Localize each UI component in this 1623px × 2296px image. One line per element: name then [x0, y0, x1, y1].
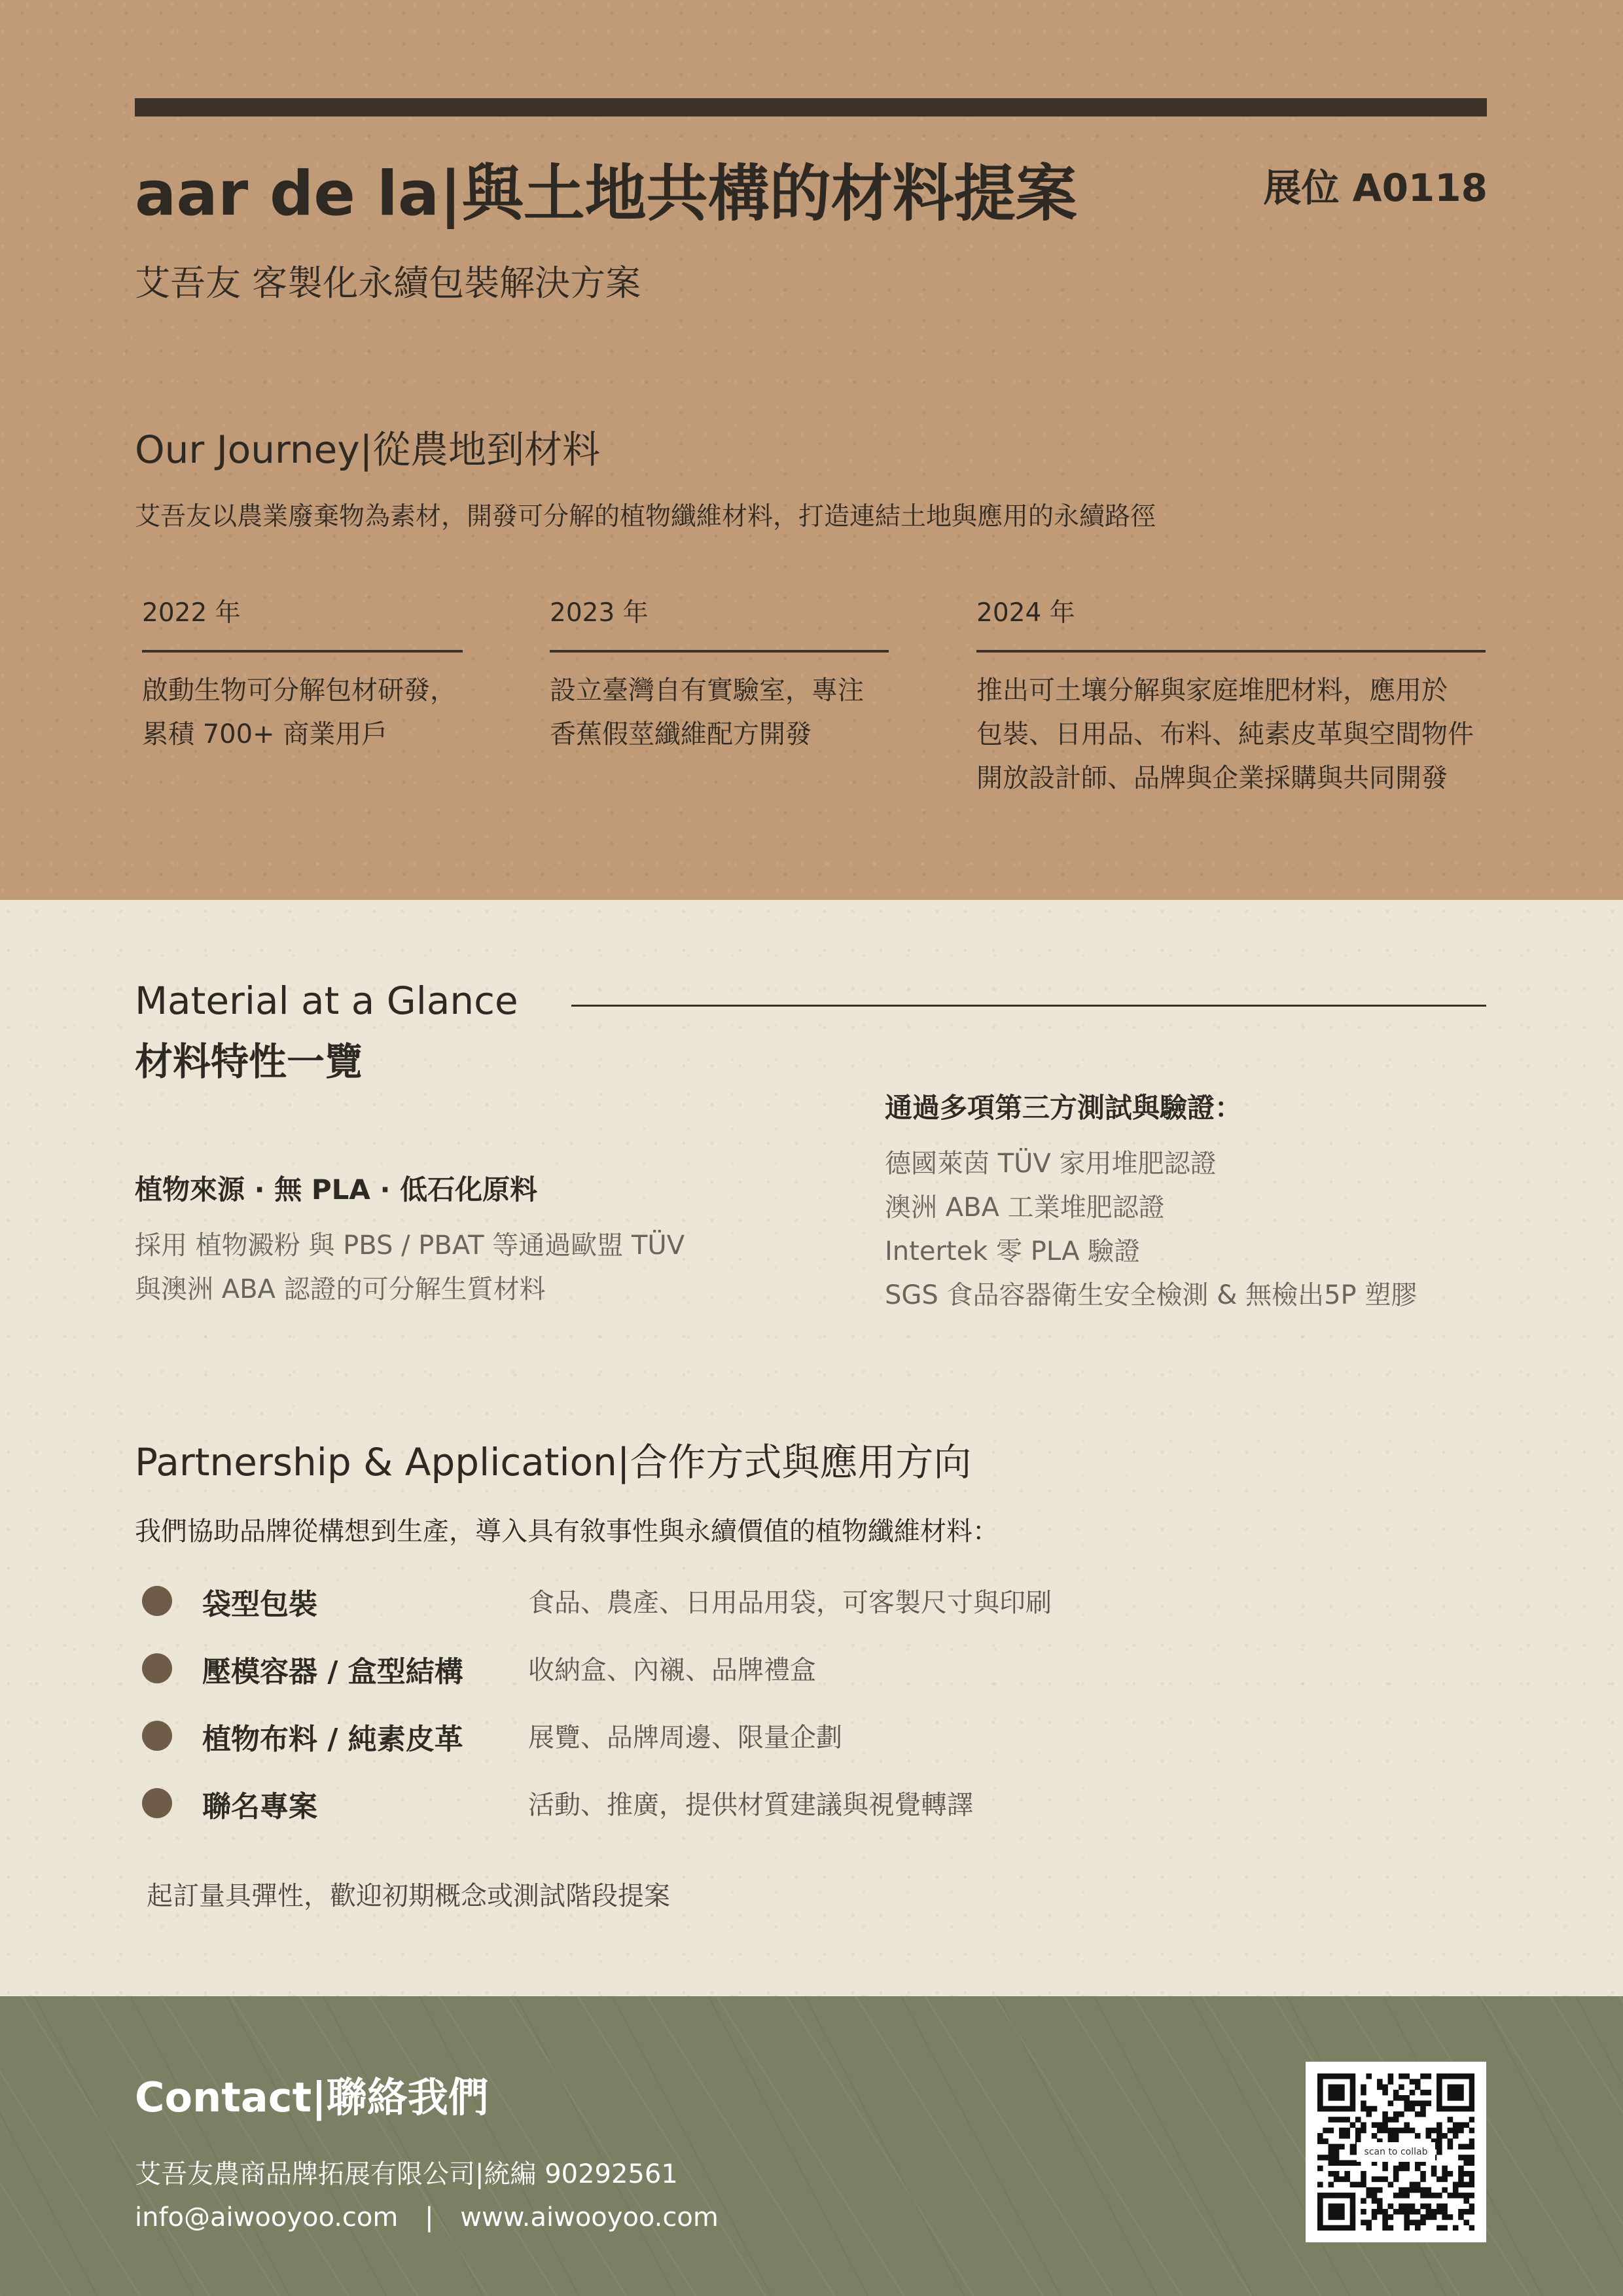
partnership-intro: 我們協助品牌從構想到生產，導入具有敘事性與永續價值的植物纖維材料：	[135, 1516, 999, 1547]
material-heading-en: Material at a Glance	[135, 978, 518, 1023]
application-name: 壓模容器 / 盒型結構	[202, 1655, 463, 1689]
bullet-icon	[142, 1788, 172, 1818]
milestone-2024	[976, 592, 1486, 800]
company-info: 艾吾友農商品牌拓展有限公司|統編 90292561	[135, 2159, 678, 2189]
milestone-year: 2024 年	[976, 598, 1075, 628]
certification-item: 澳洲 ABA 工業堆肥認證	[885, 1193, 1165, 1223]
bullet-icon	[142, 1586, 172, 1616]
milestone-rule	[142, 650, 463, 653]
qr-label: scan to collab	[1357, 2142, 1435, 2162]
application-name: 聯名專案	[202, 1790, 317, 1823]
contact-separator: |	[425, 2202, 434, 2233]
contact-heading: Contact|聯絡我們	[135, 2073, 489, 2121]
milestone-text: 開放設計師、品牌與企業採購與共同開發	[976, 763, 1448, 793]
bullet-icon	[142, 1721, 172, 1751]
milestone-year: 2023 年	[550, 598, 649, 628]
milestone-rule	[976, 650, 1486, 653]
header-section	[0, 0, 1623, 900]
milestone-text: 累積 700+ 商業用戶	[142, 719, 388, 749]
milestone-rule	[550, 650, 889, 653]
booth-number: 展位 A0118	[1263, 166, 1488, 210]
partnership-heading: Partnership & Application|合作方式與應用方向	[135, 1440, 972, 1484]
material-source-title: 植物來源 · 無 PLA · 低石化原料	[135, 1174, 538, 1206]
application-name: 植物布料 / 純素皮革	[202, 1723, 463, 1756]
application-desc: 食品、農產、日用品用袋，可客製尺寸與印刷	[528, 1588, 1052, 1618]
milestone-text: 包裝、日用品、布料、純素皮革與空間物件	[976, 719, 1474, 749]
certification-item: Intertek 零 PLA 驗證	[885, 1236, 1141, 1266]
application-desc: 展覽、品牌周邊、限量企劃	[528, 1723, 842, 1753]
certification-title: 通過多項第三方測試與驗證：	[885, 1092, 1243, 1124]
milestone-text: 啟動生物可分解包材研發，	[142, 675, 456, 706]
material-heading-rule	[571, 1005, 1486, 1007]
milestone-text: 推出可土壤分解與家庭堆肥材料，應用於	[976, 675, 1448, 706]
content-section	[0, 900, 1623, 1996]
material-source-block	[135, 1168, 685, 1312]
certification-block	[885, 1086, 1417, 1318]
website-link[interactable]: www.aiwooyoo.com	[460, 2202, 719, 2233]
milestone-2022	[142, 592, 463, 757]
page-subtitle: 艾吾友 客製化永續包裝解決方案	[135, 262, 641, 304]
milestone-2023	[550, 592, 889, 757]
application-name: 袋型包裝	[202, 1588, 317, 1621]
milestone-year: 2022 年	[142, 598, 241, 628]
journey-intro: 艾吾友以農業廢棄物為素材，開發可分解的植物纖維材料，打造連結土地與應用的永續路徑	[135, 502, 1156, 531]
contact-links	[135, 2202, 719, 2233]
milestone-text: 香蕉假莖纖維配方開發	[550, 719, 812, 749]
application-desc: 活動、推廣，提供材質建議與視覺轉譯	[528, 1790, 973, 1820]
certification-item: 德國萊茵 TÜV 家用堆肥認證	[885, 1149, 1217, 1179]
material-source-line: 採用 植物澱粉 與 PBS / PBAT 等通過歐盟 TÜV	[135, 1230, 685, 1261]
bullet-icon	[142, 1653, 172, 1683]
material-source-line: 與澳洲 ABA 認證的可分解生質材料	[135, 1274, 546, 1304]
top-rule	[135, 98, 1487, 117]
certification-item: SGS 食品容器衛生安全檢測 & 無檢出5P 塑膠	[885, 1280, 1418, 1310]
qr-code[interactable]	[1306, 2062, 1486, 2242]
page-title: aar de la|與土地共構的材料提案	[135, 158, 1077, 230]
application-desc: 收納盒、內襯、品牌禮盒	[528, 1655, 816, 1685]
partnership-note: 起訂量具彈性，歡迎初期概念或測試階段提案	[147, 1881, 670, 1911]
email-link[interactable]: info@aiwooyoo.com	[135, 2202, 399, 2233]
journey-heading: Our Journey|從農地到材料	[135, 427, 601, 472]
milestone-text: 設立臺灣自有實驗室，專注	[550, 675, 864, 706]
material-heading-zh: 材料特性一覽	[135, 1039, 363, 1084]
